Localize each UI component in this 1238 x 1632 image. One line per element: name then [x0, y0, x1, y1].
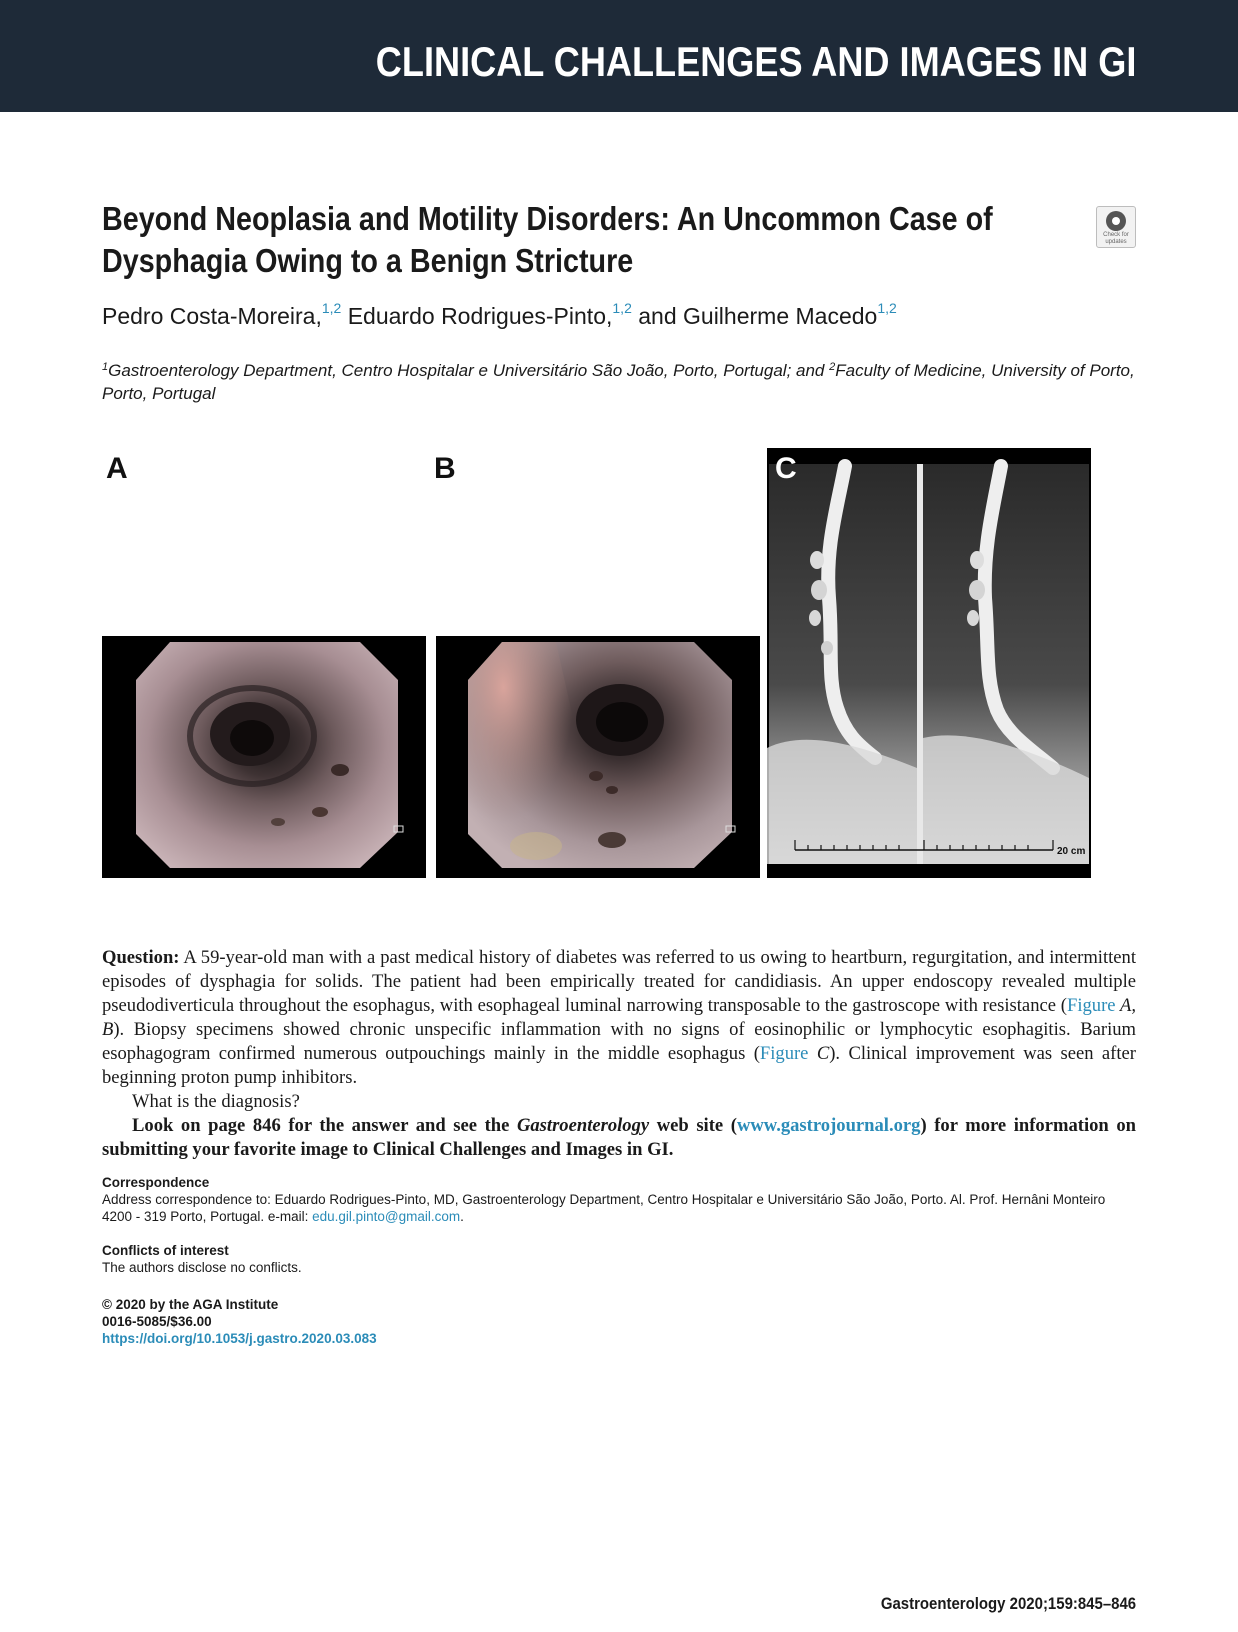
question-text	[102, 946, 1136, 1162]
figure-panels-ref: A, B	[102, 995, 1136, 1040]
figure-label-c: C	[775, 452, 797, 485]
answer-pointer-text-1: Look on page 846 for the answer and see the	[132, 1115, 517, 1136]
barium-esophagogram-image	[767, 448, 1091, 878]
affiliation-sup-2: 2	[829, 361, 836, 373]
author-affiliation-sup[interactable]: 1,2	[612, 300, 632, 316]
title-line-1: Beyond Neoplasia and Motility Disorders: An Uncommon Case of	[102, 200, 993, 237]
figure-label-b: B	[434, 452, 456, 485]
question-label: Question:	[102, 947, 180, 968]
journal-name: Gastroenterology	[516, 1115, 650, 1136]
header-band	[0, 0, 1238, 112]
figure-panel-c	[767, 448, 1091, 878]
question-text-1: A 59-year-old man with a past medical history of diabetes was referred to us owing to heartburn, regurgitation, and intermittent episodes of dysphagia for solids. The patient had been empirically treated for candidiasis. An upper endoscopy revealed multiple pseudodiverticula throughout the esophagus, with esophageal luminal narrowing transposable to the gastroscope with resistance (	[102, 947, 1136, 1016]
question-text-3: ). Clinical improvement was seen after beginning proton pump inhibitors.	[102, 1043, 1136, 1088]
figure-panel-a	[102, 636, 426, 878]
article-title	[102, 198, 1085, 282]
correspondence-end: .	[460, 1209, 464, 1224]
correspondence-email-link[interactable]: edu.gil.pinto@gmail.com	[312, 1209, 461, 1224]
title-line-2: Dysphagia Owing to a Benign Stricture	[102, 242, 634, 279]
issn-price: 0016-5085/$36.00	[102, 1314, 212, 1329]
bookmark-icon	[1106, 211, 1126, 231]
section-banner: CLINICAL CHALLENGES AND IMAGES IN GI	[375, 38, 1136, 85]
correspondence-address: Address correspondence to: Eduardo Rodrigues-Pinto, MD, Gastroenterology Department, Centro Hospitalar e Universitário São João, Porto. Al. Prof. Hernâni Monteiro 4200 - 319 Porto, Portugal. e-mail:	[102, 1192, 1106, 1224]
correspondence-block	[102, 1174, 1136, 1225]
endoscopy-image-a	[102, 636, 426, 878]
correspondence-text	[102, 1191, 1136, 1225]
figure-panel-ref: C	[808, 1043, 830, 1064]
question-paragraph	[102, 946, 1136, 1090]
check-for-updates-badge[interactable]	[1096, 206, 1136, 248]
affiliation-text-2: Faculty of Medicine, University of Porto, Porto, Portugal	[102, 361, 1135, 403]
affiliation-sup-1: 1	[102, 361, 109, 373]
question-text-2: ). Biopsy specimens showed chronic unspecific inflammation with no signs of eosinophilic or lymphocytic esophagitis. Barium esophagogram confirmed numerous outpouchings mainly in the middle esophagus (	[102, 1019, 1136, 1064]
copyright-block	[102, 1296, 1136, 1347]
figure-link[interactable]: Figure	[759, 1043, 809, 1064]
figure-link[interactable]: Figure	[1066, 995, 1116, 1016]
check-badge-line-1: Check for	[1103, 232, 1129, 238]
check-badge-line-2: updates	[1105, 239, 1127, 245]
check-badge-label	[1103, 232, 1129, 246]
copyright-line: © 2020 by the AGA Institute	[102, 1297, 279, 1312]
conflicts-text: The authors disclose no conflicts.	[102, 1260, 302, 1275]
answer-pointer	[102, 1114, 1136, 1162]
author-name: Pedro Costa-Moreira,	[102, 303, 322, 329]
conflicts-heading: Conflicts of interest	[102, 1243, 229, 1258]
figure-panel-b	[436, 636, 760, 878]
journal-citation: Gastroenterology 2020;159:845–846	[880, 1594, 1136, 1613]
author-affiliation-sup[interactable]: 1,2	[321, 300, 342, 316]
correspondence-heading: Correspondence	[102, 1175, 210, 1190]
author-list	[102, 300, 897, 330]
journal-website-link[interactable]: www.gastrojournal.org	[736, 1115, 921, 1136]
conflicts-block	[102, 1242, 1136, 1276]
affiliations	[102, 356, 1142, 405]
figure-label-a: A	[106, 452, 128, 485]
author-name: Eduardo Rodrigues-Pinto,	[341, 303, 613, 329]
author-affiliation-sup[interactable]: 1,2	[877, 300, 897, 316]
affiliation-text-1: Gastroenterology Department, Centro Hospitalar e Universitário São João, Porto, Portugal; and	[108, 361, 830, 380]
author-name: and Guilherme Macedo	[631, 303, 878, 329]
endoscopy-image-b	[436, 636, 760, 878]
doi-link[interactable]: https://doi.org/10.1053/j.gastro.2020.03.083	[102, 1331, 377, 1346]
scale-bar-label: 20 cm	[1057, 846, 1086, 857]
answer-pointer-text-2: web site (	[649, 1115, 737, 1136]
diagnosis-question: What is the diagnosis?	[132, 1091, 300, 1112]
answer-pointer-text-3: ) for more information on submitting your favorite image to Clinical Challenges and Images in GI.	[102, 1115, 1136, 1160]
